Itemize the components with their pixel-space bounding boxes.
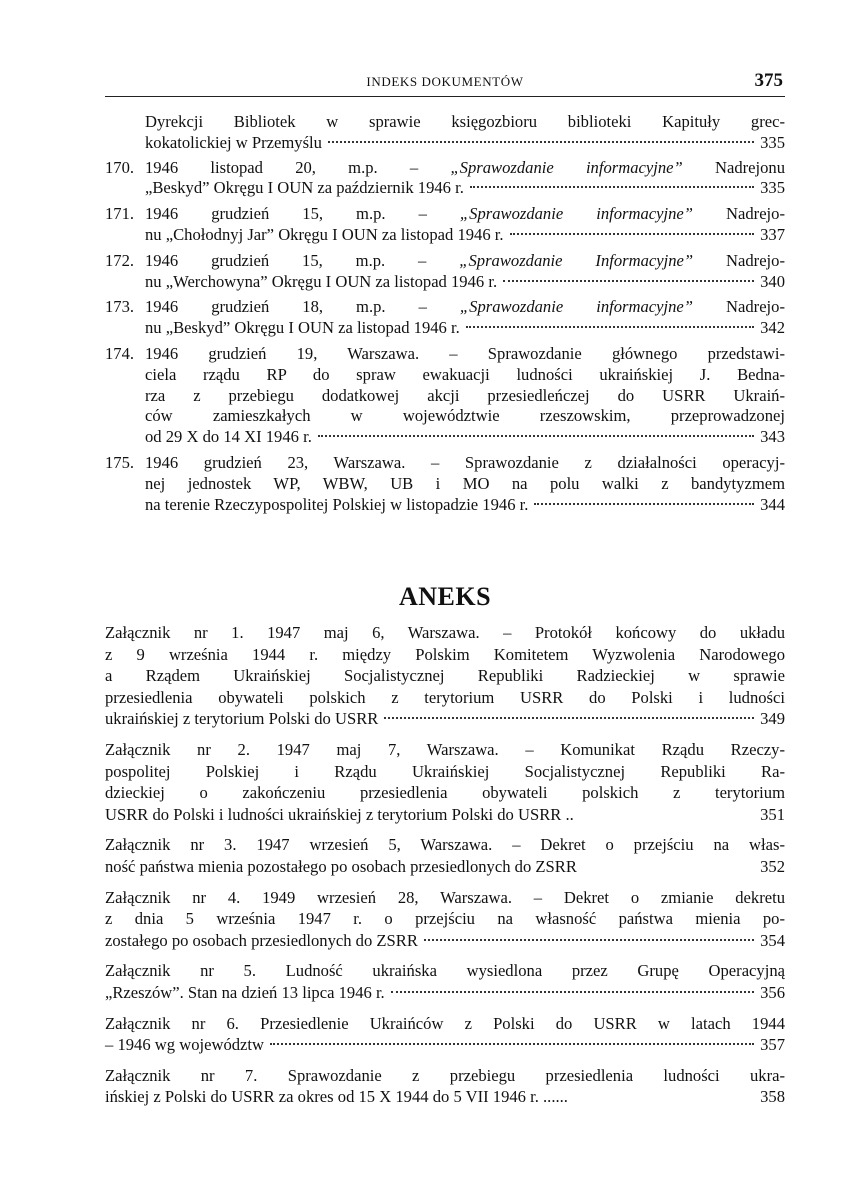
entry-line: nej jednostek WP, WBW, UB i MO na polu walki z bandytyzmem <box>145 473 785 493</box>
annex-entry <box>105 1013 785 1056</box>
entry-last-line <box>105 1034 785 1056</box>
annex-entry <box>105 834 785 877</box>
entry-line: 1946 grudzień 15, m.p. – „Sprawozdanie informacyjne” Nadrejo- <box>145 204 785 224</box>
entry-line-text: od 29 X do 14 XI 1946 r. <box>145 427 312 447</box>
running-title: INDEKS DOKUMENTÓW <box>366 74 524 89</box>
entry-last-line <box>105 708 785 730</box>
entry-line: ców zamieszkałych w województwie rzeszowskim, przeprowadzonej <box>145 406 785 426</box>
index-entry <box>105 251 785 293</box>
document-index-list <box>105 112 785 515</box>
entry-line: 1946 grudzień 15, m.p. – „Sprawozdanie Informacyjne” Nadrejo- <box>145 250 785 270</box>
entry-line: Dyrekcji Bibliotek w sprawie księgozbioru biblioteki Kapituły grec- <box>145 112 785 131</box>
dot-leader <box>318 434 754 437</box>
dot-leader <box>581 866 756 867</box>
entry-number: 171. <box>105 204 135 224</box>
italic-title: „Sprawozdanie informacyjne” <box>450 157 683 177</box>
entry-line-text: nu „Werchowyna” Okręgu I OUN za listopad 1946 r. <box>145 271 498 291</box>
entry-line-text: – 1946 wg województw <box>105 1035 265 1055</box>
index-entry <box>105 158 785 200</box>
index-entry <box>105 112 785 154</box>
entry-last-line <box>105 982 785 1004</box>
dot-leader <box>424 938 754 941</box>
entry-line: 1946 grudzień 23, Warszawa. – Sprawozdanie z działalności operacyj- <box>145 452 785 472</box>
entry-line: Załącznik nr 4. 1949 wrzesień 28, Warszawa. – Dekret o zmianie dekretu <box>105 887 785 907</box>
entry-line: z 9 września 1944 r. między Polskim Komitetem Wyzwolenia Narodowego <box>105 644 785 664</box>
entry-line: dzieckiej o zakończeniu przesiedlenia obywateli polskich z terytorium <box>105 783 785 803</box>
entry-line: 1946 listopad 20, m.p. – „Sprawozdanie informacyjne” Nadrejonu <box>145 157 785 177</box>
entry-number: 172. <box>105 250 135 270</box>
italic-title: „Sprawozdanie informacyjne” <box>459 297 693 317</box>
entry-last-line <box>145 178 785 199</box>
entry-last-line <box>145 272 785 293</box>
entry-last-line <box>145 133 785 154</box>
entry-number: 170. <box>105 157 135 177</box>
entry-line: rza z przebiegu dodatkowej akcji przesiedleńczej do USRR Ukraiń- <box>145 385 785 405</box>
entry-number: 175. <box>105 452 135 472</box>
entry-page-ref: 344 <box>760 494 785 514</box>
index-entry <box>105 344 785 448</box>
dot-leader <box>510 232 755 235</box>
entry-page-ref: 335 <box>760 132 785 152</box>
entry-last-line <box>105 930 785 952</box>
entry-line-text: „Beskyd” Okręgu I OUN za październik 1946 r. <box>145 178 464 198</box>
entry-page-ref: 342 <box>760 318 785 338</box>
annex-entry <box>105 960 785 1003</box>
entry-page-ref: 351 <box>760 804 785 824</box>
dot-leader <box>470 185 754 188</box>
entry-page-ref: 354 <box>760 930 785 950</box>
index-entry <box>105 297 785 339</box>
entry-page-ref: 352 <box>760 856 785 876</box>
entry-last-line <box>145 495 785 516</box>
entry-last-line <box>145 427 785 448</box>
entry-line: Załącznik nr 6. Przesiedlenie Ukraińców z Polski do USRR w latach 1944 <box>105 1013 785 1033</box>
entry-page-ref: 343 <box>760 427 785 447</box>
italic-title: „Sprawozdanie informacyjne” <box>459 204 693 224</box>
entry-line-text: nu „Chołodnyj Jar” Okręgu I OUN za listopad 1946 r. <box>145 224 504 244</box>
index-entry <box>105 204 785 246</box>
entry-line: Załącznik nr 5. Ludność ukraińska wysiedlona przez Grupę Operacyjną <box>105 961 785 981</box>
entry-line-text: kokatolickiej w Przemyślu <box>145 132 322 152</box>
entry-last-line <box>105 804 785 826</box>
dot-leader <box>572 1096 756 1097</box>
entry-page-ref: 356 <box>760 982 785 1002</box>
dot-leader <box>328 140 754 143</box>
dot-leader <box>270 1042 754 1045</box>
annex-entry <box>105 739 785 825</box>
entry-line-text: ność państwa mienia pozostałego po osobach przesiedlonych do ZSRR <box>105 856 577 876</box>
entry-line-text: USRR do Polski i ludności ukraińskiej z terytorium Polski do USRR .. <box>105 804 574 824</box>
entry-last-line <box>145 318 785 339</box>
entry-page-ref: 337 <box>760 224 785 244</box>
entry-page-ref: 358 <box>760 1087 785 1107</box>
entry-line: Załącznik nr 1. 1947 maj 6, Warszawa. – Protokół końcowy do układu <box>105 623 785 642</box>
entry-last-line <box>145 225 785 246</box>
running-header <box>105 70 785 97</box>
index-entry <box>105 453 785 515</box>
entry-line: ciela rządu RP do spraw ewakuacji ludności ukraińskiej J. Bedna- <box>145 364 785 384</box>
dot-leader <box>534 502 754 505</box>
section-heading: ANEKS <box>398 582 492 611</box>
dot-leader <box>384 716 754 719</box>
dot-leader <box>503 279 754 282</box>
annex-list <box>105 622 785 1108</box>
entry-line-text: zostałego po osobach przesiedlonych do ZSRR <box>105 930 418 950</box>
dot-leader <box>466 325 754 328</box>
annex-entry <box>105 622 785 730</box>
page-number: 375 <box>754 70 783 91</box>
entry-line: 1946 grudzień 18, m.p. – „Sprawozdanie informacyjne” Nadrejo- <box>145 297 785 317</box>
entry-line-text: ukraińskiej z terytorium Polski do USRR <box>105 709 379 729</box>
entry-last-line <box>105 856 785 878</box>
entry-page-ref: 340 <box>760 271 785 291</box>
entry-line: Załącznik nr 2. 1947 maj 7, Warszawa. – Komunikat Rządu Rzeczy- <box>105 739 785 759</box>
entry-page-ref: 335 <box>760 178 785 198</box>
entry-page-ref: 357 <box>760 1035 785 1055</box>
entry-line: a Rządem Ukraińskiej Socjalistycznej Republiki Radzieckiej w sprawie <box>105 666 785 686</box>
entry-line: przesiedlenia obywateli polskich z terytorium USRR do Polski i ludności <box>105 687 785 707</box>
entry-line: z dnia 5 września 1947 r. o przejściu na własność państwa mienia po- <box>105 909 785 929</box>
annex-entry <box>105 1065 785 1108</box>
entry-line: Załącznik nr 7. Sprawozdanie z przebiegu przesiedlenia ludności ukra- <box>105 1065 785 1085</box>
entry-line-text: „Rzeszów”. Stan na dzień 13 lipca 1946 r. <box>105 982 385 1002</box>
entry-line: Załącznik nr 3. 1947 wrzesień 5, Warszawa. – Dekret o przejściu na włas- <box>105 835 785 855</box>
entry-line-text: ińskiej z Polski do USRR za okres od 15 X 1944 do 5 VII 1946 r. ...... <box>105 1087 568 1107</box>
entry-number: 174. <box>105 343 135 363</box>
dot-leader <box>578 814 756 815</box>
annex-entry <box>105 887 785 952</box>
dot-leader <box>391 990 754 993</box>
entry-number: 173. <box>105 297 135 317</box>
entry-page-ref: 349 <box>760 709 785 729</box>
entry-last-line <box>105 1086 785 1108</box>
entry-line-text: nu „Beskyd” Okręgu I OUN za listopad 1946 r. <box>145 318 460 338</box>
italic-title: „Sprawozdanie Informacyjne” <box>459 250 694 270</box>
entry-line: pospolitej Polskiej i Rządu Ukraińskiej Socjalistycznej Republiki Ra- <box>105 761 785 781</box>
entry-line-text: na terenie Rzeczypospolitej Polskiej w listopadzie 1946 r. <box>145 494 529 514</box>
entry-line: 1946 grudzień 19, Warszawa. – Sprawozdanie głównego przedstawi- <box>145 343 785 363</box>
